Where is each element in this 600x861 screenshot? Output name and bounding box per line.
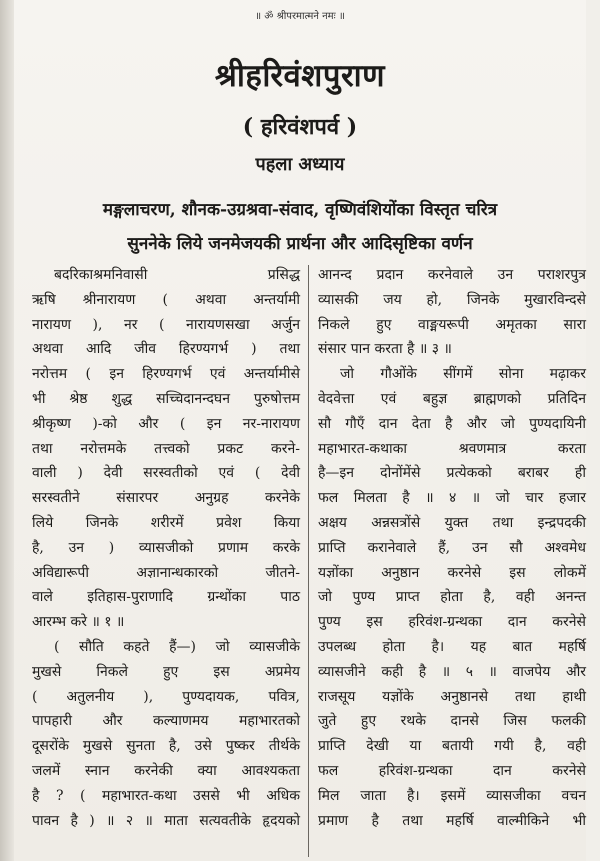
text-line: तथा नरोत्तमके तत्त्वको प्रकट करने- — [32, 440, 300, 457]
text-line: जलमें स्नान करनेकी क्या आवश्यकता — [32, 762, 300, 779]
text-line: फल मिलता है ॥ ४ ॥ जो चार हजार — [318, 490, 586, 507]
text-line: व्यासकी जय हो, जिनके मुखारविन्दसे — [318, 291, 586, 308]
text-line: जुते हुए रथके दानसे जिस फलकी — [318, 713, 586, 730]
text-line: वेदवेत्ता एवं बहुज्ञ ब्राह्मणको प्रतिदिन — [318, 390, 586, 407]
section-title: ( हरिवंशपर्व ) — [242, 114, 358, 140]
text-line: जो पुण्य प्राप्त होता है, वही अनन्त — [318, 589, 586, 606]
text-line: बदरिकाश्रमनिवासी प्रसिद्ध — [54, 267, 300, 283]
chapter-summary — [32, 193, 568, 261]
text-line: ( अतुलनीय ), पुण्यदायक, पवित्र, — [32, 688, 300, 705]
right-column — [318, 263, 586, 833]
column-divider — [308, 265, 309, 857]
text-line: नारायण ), नर ( नारायणसखा अर्जुन — [32, 316, 300, 333]
book-page — [14, 0, 586, 861]
text-line: प्रमाण है तथा महर्षि वाल्मीकिने भी — [318, 812, 586, 829]
text-line: जो गौओंके सींगमें सोना मढ़ाकर — [340, 366, 586, 383]
page-binding-edge — [0, 0, 14, 861]
text-line: पावन है ) ॥ २ ॥ माता सत्यवतीके हृदयको — [32, 812, 300, 829]
text-line: है, उन ) व्यासजीको प्रणाम करके — [32, 539, 300, 556]
text-line: आनन्द प्रदान करनेवाले उन पराशरपुत्र — [318, 267, 586, 283]
text-line: पापहारी और कल्याणमय महाभारतको — [32, 713, 300, 730]
left-column — [32, 263, 300, 833]
book-title: श्रीहरिवंशपुराण — [214, 58, 386, 94]
text-line: ऋषि श्रीनारायण ( अथवा अन्तर्यामी — [32, 291, 300, 308]
text-line: भी श्रेष्ठ शुद्ध सच्चिदानन्दघन पुरुषोत्तम — [32, 390, 300, 407]
text-line: दूसरोंके मुखसे सुनता है, उसे पुष्कर तीर्थके — [32, 738, 300, 755]
chapter-heading: पहला अध्याय — [255, 154, 345, 175]
text-line: नरोत्तम ( इन हिरण्यगर्भ एवं अन्तर्यामीसे — [32, 366, 300, 383]
text-line: उपलब्ध होता है। यह बात महर्षि — [318, 638, 586, 655]
text-line: है ? ( महाभारत-कथा उससे भी अधिक — [32, 787, 300, 804]
chapter-summary-line-1: मङ्गलाचरण, शौनक-उग्रश्रवा-संवाद, वृष्णिवंशियोंका विस्तृत चरित्र — [102, 200, 498, 220]
text-line: सौ गौएँ दान देता है और जो पुण्यदायिनी — [318, 415, 586, 432]
text-line: प्राप्ति देखी या बतायी गयी है, वही — [318, 738, 586, 755]
text-line: महाभारत-कथाका श्रवणमात्र करता — [318, 440, 586, 457]
text-line: वाली ) देवी सरस्वतीको एवं ( देवी — [32, 465, 300, 482]
text-line: प्राप्ति करानेवाले हैं, उन सौ अश्वमेध — [318, 539, 586, 556]
text-columns — [32, 263, 586, 859]
text-line: निकले हुए वाङ्मयरूपी अमृतका सारा — [318, 316, 586, 333]
text-line: श्रीकृष्ण )-को और ( इन नर-नारायण — [32, 415, 300, 432]
text-line: आरम्भ करे ॥ १ ॥ — [32, 614, 125, 631]
text-line: है—इन दोनोंमेंसे प्रत्येकको बराबर ही — [318, 465, 586, 482]
chapter-summary-line-2: सुननेके लिये जनमेजयकी प्रार्थना और आदिसृष्टिका वर्णन — [127, 234, 473, 254]
text-line: मिल जाता है। इसमें व्यासजीका वचन — [318, 787, 586, 804]
text-line: यज्ञोंका अनुष्ठान करनेसे इस लोकमें — [318, 564, 586, 581]
text-line: सरस्वतीने संसारपर अनुग्रह करनेके — [32, 490, 300, 507]
text-line: ( सौति कहते हैं—) जो व्यासजीके — [54, 638, 300, 655]
text-line: वाले इतिहास-पुराणादि ग्रन्थोंका पाठ — [32, 589, 300, 606]
text-line: अक्षय अन्नसत्रोंसे युक्त तथा इन्द्रपदकी — [318, 514, 586, 531]
text-line: लिये जिनके शरीरमें प्रवेश किया — [32, 514, 300, 531]
text-line: व्यासजीने कही है ॥ ५ ॥ वाजपेय और — [318, 663, 586, 680]
text-line: पुण्य इस हरिवंश-ग्रन्थका दान करनेसे — [318, 614, 586, 631]
text-line: फल हरिवंश-ग्रन्थका दान करनेसे — [318, 762, 586, 779]
text-line: संसार पान करता है ॥ ३ ॥ — [318, 341, 452, 358]
invocation-line: ॥ ॐ श्रीपरमात्मने नमः ॥ — [255, 11, 345, 22]
text-line: राजसूय यज्ञोंके अनुष्ठानसे तथा हाथी — [318, 688, 586, 705]
text-line: अथवा आदि जीव हिरण्यगर्भ ) तथा — [32, 341, 300, 358]
text-line: अविद्यारूपी अज्ञानान्धकारको जीतने- — [32, 564, 300, 581]
text-line: मुखसे निकले हुए इस अप्रमेय — [32, 663, 300, 680]
